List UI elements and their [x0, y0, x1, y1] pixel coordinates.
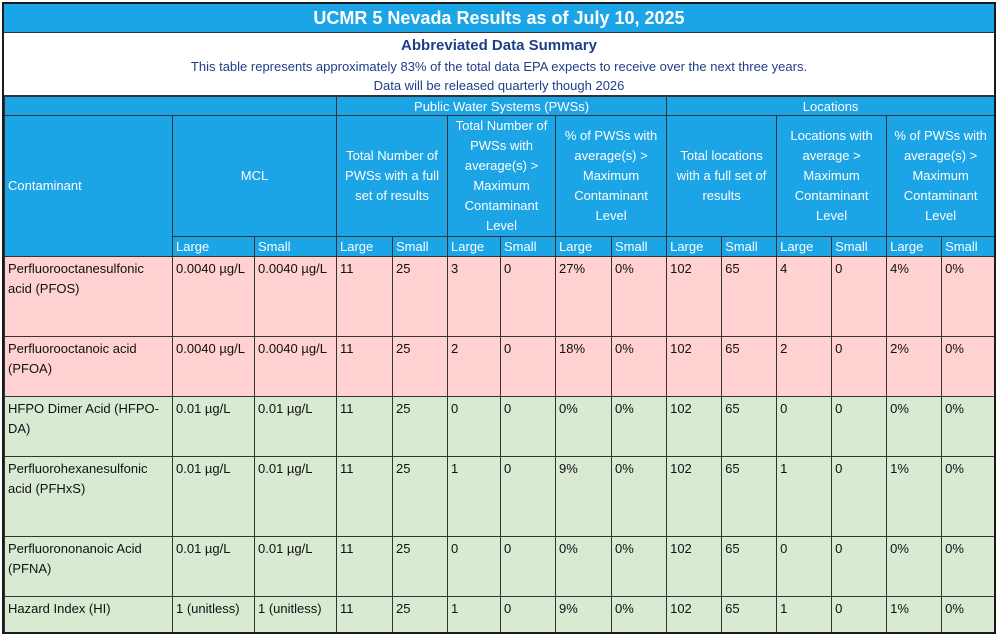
value-cell: 65	[722, 537, 777, 597]
contaminant-cell: HFPO Dimer Acid (HFPO-DA)	[5, 397, 173, 457]
value-cell: 0.01 µg/L	[255, 537, 337, 597]
value-cell: 11	[337, 457, 393, 537]
value-cell: 11	[337, 597, 393, 635]
summary-block	[4, 33, 994, 96]
value-cell: 0	[501, 257, 556, 337]
value-cell: 0%	[612, 537, 667, 597]
value-cell: 0	[448, 397, 501, 457]
value-cell: 27%	[556, 257, 612, 337]
subheader-large: Large	[556, 237, 612, 257]
value-cell: 0.0040 µg/L	[173, 257, 255, 337]
group-pws: Public Water Systems (PWSs)	[337, 97, 667, 116]
subheader-small: Small	[393, 237, 448, 257]
value-cell: 65	[722, 457, 777, 537]
value-cell: 65	[722, 257, 777, 337]
value-cell: 0%	[942, 257, 995, 337]
value-cell: 11	[337, 337, 393, 397]
value-cell: 0	[832, 597, 887, 635]
value-cell: 0	[832, 537, 887, 597]
summary-line-2: Data will be released quarterly though 2026	[373, 78, 625, 93]
value-cell: 0%	[942, 537, 995, 597]
value-cell: 0%	[942, 597, 995, 635]
value-cell: 0.0040 µg/L	[173, 337, 255, 397]
header-total-locations: Total locations with a full set of results	[667, 116, 777, 237]
value-cell: 0.01 µg/L	[255, 397, 337, 457]
value-cell: 9%	[556, 597, 612, 635]
value-cell: 102	[667, 397, 722, 457]
value-cell: 2	[777, 337, 832, 397]
subheader-small: Small	[722, 237, 777, 257]
value-cell: 0.0040 µg/L	[255, 337, 337, 397]
table-row	[5, 337, 995, 397]
value-cell: 0	[501, 397, 556, 457]
value-cell: 0%	[612, 257, 667, 337]
subheader-large: Large	[777, 237, 832, 257]
summary-frame	[2, 2, 996, 634]
value-cell: 0%	[942, 337, 995, 397]
value-cell: 0%	[942, 457, 995, 537]
value-cell: 1	[448, 597, 501, 635]
subheader-small: Small	[942, 237, 995, 257]
header-pws-above-mcl: Total Number of PWSs with average(s) > Maximum Contaminant Level	[448, 116, 556, 237]
contaminant-cell: Perfluorohexanesulfonic acid (PFHxS)	[5, 457, 173, 537]
value-cell: 1 (unitless)	[173, 597, 255, 635]
value-cell: 102	[667, 597, 722, 635]
value-cell: 0%	[612, 457, 667, 537]
subheader-large: Large	[448, 237, 501, 257]
value-cell: 1	[777, 457, 832, 537]
value-cell: 18%	[556, 337, 612, 397]
value-cell: 0%	[556, 537, 612, 597]
contaminant-cell: Perfluorononanoic Acid (PFNA)	[5, 537, 173, 597]
value-cell: 3	[448, 257, 501, 337]
value-cell: 0	[501, 597, 556, 635]
value-cell: 0	[448, 537, 501, 597]
table-row	[5, 457, 995, 537]
value-cell: 11	[337, 397, 393, 457]
contaminant-cell: Hazard Index (HI)	[5, 597, 173, 635]
value-cell: 0	[501, 337, 556, 397]
value-cell: 0	[777, 537, 832, 597]
value-cell: 0%	[556, 397, 612, 457]
subheader-large: Large	[887, 237, 942, 257]
contaminant-cell: Perfluorooctanoic acid (PFOA)	[5, 337, 173, 397]
header-total-pws: Total Number of PWSs with a full set of results	[337, 116, 448, 237]
value-cell: 65	[722, 337, 777, 397]
subheader-small: Small	[255, 237, 337, 257]
value-cell: 0.01 µg/L	[173, 457, 255, 537]
value-cell: 0	[832, 457, 887, 537]
table-row	[5, 397, 995, 457]
value-cell: 4	[777, 257, 832, 337]
subheader-large: Large	[337, 237, 393, 257]
subheader-small: Small	[501, 237, 556, 257]
value-cell: 0%	[887, 397, 942, 457]
value-cell: 0	[832, 257, 887, 337]
value-cell: 25	[393, 257, 448, 337]
value-cell: 25	[393, 597, 448, 635]
value-cell: 1%	[887, 457, 942, 537]
value-cell: 0	[501, 537, 556, 597]
value-cell: 102	[667, 257, 722, 337]
value-cell: 0%	[612, 597, 667, 635]
value-cell: 0%	[612, 337, 667, 397]
value-cell: 102	[667, 337, 722, 397]
value-cell: 25	[393, 397, 448, 457]
value-cell: 0%	[612, 397, 667, 457]
value-cell: 0%	[942, 397, 995, 457]
subheader-large: Large	[667, 237, 722, 257]
value-cell: 0	[832, 397, 887, 457]
table-row	[5, 257, 995, 337]
group-locations: Locations	[667, 97, 995, 116]
value-cell: 0	[832, 337, 887, 397]
value-cell: 1	[448, 457, 501, 537]
header-contaminant: Contaminant	[5, 116, 173, 257]
table-row	[5, 597, 995, 635]
value-cell: 25	[393, 457, 448, 537]
value-cell: 0.01 µg/L	[173, 397, 255, 457]
value-cell: 65	[722, 597, 777, 635]
contaminant-cell: Perfluorooctanesulfonic acid (PFOS)	[5, 257, 173, 337]
value-cell: 0.0040 µg/L	[255, 257, 337, 337]
subheader-large: Large	[173, 237, 255, 257]
results-table	[4, 96, 995, 634]
value-cell: 25	[393, 337, 448, 397]
value-cell: 11	[337, 537, 393, 597]
page-title: UCMR 5 Nevada Results as of July 10, 2025	[4, 4, 994, 33]
header-pct-locations: % of PWSs with average(s) > Maximum Contaminant Level	[887, 116, 995, 237]
header-mcl: MCL	[173, 116, 337, 237]
value-cell: 9%	[556, 457, 612, 537]
value-cell: 0	[501, 457, 556, 537]
subheader-small: Small	[832, 237, 887, 257]
header-locations-above-mcl: Locations with average > Maximum Contaminant Level	[777, 116, 887, 237]
value-cell: 1 (unitless)	[255, 597, 337, 635]
subheader-small: Small	[612, 237, 667, 257]
summary-line-1: This table represents approximately 83% of the total data EPA expects to receive over the next three years.	[190, 59, 808, 74]
value-cell: 0	[777, 397, 832, 457]
value-cell: 102	[667, 457, 722, 537]
value-cell: 11	[337, 257, 393, 337]
value-cell: 65	[722, 397, 777, 457]
value-cell: 4%	[887, 257, 942, 337]
table-row	[5, 537, 995, 597]
value-cell: 0.01 µg/L	[173, 537, 255, 597]
value-cell: 0%	[887, 537, 942, 597]
value-cell: 0.01 µg/L	[255, 457, 337, 537]
header-pct-pws: % of PWSs with average(s) > Maximum Contaminant Level	[556, 116, 667, 237]
value-cell: 1%	[887, 597, 942, 635]
value-cell: 2%	[887, 337, 942, 397]
value-cell: 102	[667, 537, 722, 597]
value-cell: 1	[777, 597, 832, 635]
summary-heading: Abbreviated Data Summary	[401, 37, 597, 54]
value-cell: 25	[393, 537, 448, 597]
blank-group-cell	[5, 97, 337, 116]
value-cell: 2	[448, 337, 501, 397]
